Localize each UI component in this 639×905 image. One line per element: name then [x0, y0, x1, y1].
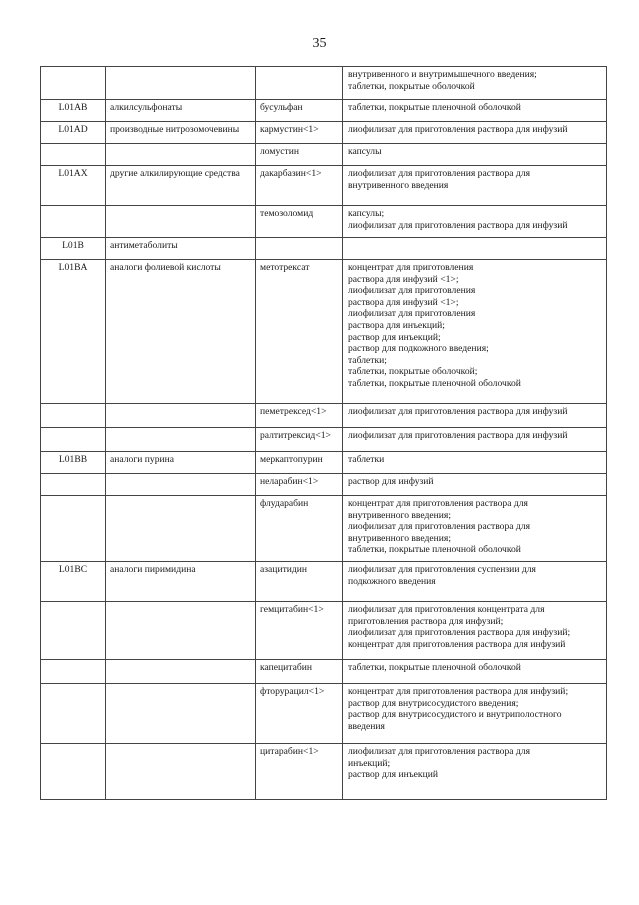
- table-row: [41, 404, 607, 428]
- table-row: [41, 684, 607, 744]
- atc-code-cell: [41, 67, 106, 100]
- atc-code-cell: [41, 660, 106, 684]
- drug-name-cell: метотрексат: [256, 260, 343, 404]
- group-name-cell: аналоги фолиевой кислоты: [106, 260, 256, 404]
- table-row: [41, 144, 607, 166]
- table-row: [41, 602, 607, 660]
- drug-name-cell: фторурацил<1>: [256, 684, 343, 744]
- dosage-form-line: раствор для инъекций: [348, 769, 438, 781]
- dosage-form-line: концентрат для приготовления раствора для: [348, 498, 528, 509]
- atc-code-cell: L01B: [41, 238, 106, 260]
- drug-name-cell: неларабин<1>: [256, 474, 343, 496]
- dosage-form-cell: [343, 404, 607, 428]
- drug-name-cell: ломустин: [256, 144, 343, 166]
- atc-code-cell: [41, 206, 106, 238]
- dosage-form-line: лиофилизат для приготовления раствора для инфузий: [348, 430, 568, 441]
- dosage-form-line: таблетки, покрытые оболочкой;: [348, 366, 478, 378]
- group-name-cell: [106, 496, 256, 562]
- drug-name-cell: азацитидин: [256, 562, 343, 602]
- dosage-form-cell: [343, 238, 607, 260]
- dosage-form-line: лиофилизат для приготовления концентрата для: [348, 604, 545, 615]
- table-row: [41, 452, 607, 474]
- drug-name-cell: [256, 67, 343, 100]
- table-row: [41, 238, 607, 260]
- dosage-form-line: таблетки;: [348, 354, 387, 366]
- dosage-form-cell: [343, 206, 607, 238]
- dosage-form-cell: [343, 452, 607, 474]
- drug-name-cell: ралтитрексид<1>: [256, 428, 343, 452]
- group-name-cell: [106, 67, 256, 100]
- dosage-form-line: таблетки, покрытые пленочной оболочкой: [348, 544, 521, 556]
- page-number: 35: [312, 36, 327, 51]
- dosage-form-line: внутривенного введения;: [348, 532, 452, 544]
- dosage-form-line: лиофилизат для приготовления раствора для инфузий;: [348, 627, 571, 639]
- dosage-form-line: лиофилизат для приготовления: [348, 285, 476, 297]
- table-row: [41, 744, 607, 800]
- dosage-form-cell: [343, 562, 607, 602]
- group-name-cell: [106, 602, 256, 660]
- dosage-form-line: внутривенного введения: [348, 179, 449, 191]
- group-name-cell: [106, 404, 256, 428]
- table-row: [41, 562, 607, 602]
- dosage-form-line: лиофилизат для приготовления раствора для инфузий: [348, 124, 568, 135]
- dosage-form-cell: [343, 166, 607, 206]
- group-name-cell: алкилсульфонаты: [106, 100, 256, 122]
- group-name-cell: антиметаболиты: [106, 238, 256, 260]
- dosage-form-line: таблетки, покрытые оболочкой: [348, 80, 475, 92]
- group-name-cell: [106, 660, 256, 684]
- dosage-form-line: концентрат для приготовления раствора для инфузий: [348, 638, 566, 650]
- drug-name-cell: цитарабин<1>: [256, 744, 343, 800]
- atc-code-cell: [41, 428, 106, 452]
- atc-code-cell: L01AD: [41, 122, 106, 144]
- table-row: [41, 206, 607, 238]
- group-name-cell: [106, 428, 256, 452]
- dosage-form-cell: [343, 144, 607, 166]
- table-row: [41, 474, 607, 496]
- dosage-form-line: лиофилизат для приготовления раствора для: [348, 746, 530, 757]
- dosage-form-line: раствора для инъекций;: [348, 319, 445, 331]
- atc-code-cell: L01BA: [41, 260, 106, 404]
- atc-code-cell: L01AB: [41, 100, 106, 122]
- dosage-form-cell: [343, 496, 607, 562]
- dosage-form-cell: [343, 260, 607, 404]
- drug-name-cell: пеметрексед<1>: [256, 404, 343, 428]
- table-row: [41, 428, 607, 452]
- drug-name-cell: флударабин: [256, 496, 343, 562]
- drug-name-cell: кармустин<1>: [256, 122, 343, 144]
- dosage-form-line: инъекций;: [348, 757, 391, 769]
- atc-code-cell: [41, 744, 106, 800]
- drug-name-cell: [256, 238, 343, 260]
- dosage-form-cell: [343, 744, 607, 800]
- dosage-form-line: капсулы: [348, 146, 382, 157]
- atc-code-cell: [41, 404, 106, 428]
- atc-code-cell: L01BB: [41, 452, 106, 474]
- atc-code-cell: [41, 474, 106, 496]
- dosage-form-cell: [343, 684, 607, 744]
- drug-table: [40, 66, 607, 800]
- dosage-form-line: раствор для внутрисосудистого и внутриполостного: [348, 709, 562, 721]
- group-name-cell: аналоги пурина: [106, 452, 256, 474]
- table-row: [41, 100, 607, 122]
- dosage-form-cell: [343, 122, 607, 144]
- table-row: [41, 496, 607, 562]
- table-row: [41, 67, 607, 100]
- dosage-form-line: раствора для инфузий <1>;: [348, 296, 459, 308]
- drug-name-cell: дакарбазин<1>: [256, 166, 343, 206]
- dosage-form-line: внутривенного и внутримышечного введения;: [348, 69, 537, 80]
- table-row: [41, 166, 607, 206]
- dosage-form-line: таблетки, покрытые пленочной оболочкой: [348, 377, 521, 389]
- table-row: [41, 260, 607, 404]
- drug-name-cell: бусульфан: [256, 100, 343, 122]
- drug-name-cell: темозоломид: [256, 206, 343, 238]
- dosage-form-line: лиофилизат для приготовления: [348, 308, 476, 320]
- drug-name-cell: капецитабин: [256, 660, 343, 684]
- dosage-form-line: раствор для внутрисосудистого введения;: [348, 697, 519, 709]
- group-name-cell: другие алкилирующие средства: [106, 166, 256, 206]
- dosage-form-line: капсулы;: [348, 208, 385, 219]
- dosage-form-line: лиофилизат для приготовления раствора для инфузий: [348, 219, 568, 231]
- dosage-form-line: приготовления раствора для инфузий;: [348, 615, 504, 627]
- dosage-form-line: лиофилизат для приготовления раствора для: [348, 521, 530, 533]
- dosage-form-line: концентрат для приготовления раствора для инфузий;: [348, 686, 569, 697]
- dosage-form-line: раствор для инфузий: [348, 476, 434, 487]
- atc-code-cell: [41, 496, 106, 562]
- dosage-form-line: раствор для подкожного введения;: [348, 343, 489, 355]
- table-row: [41, 122, 607, 144]
- dosage-form-line: концентрат для приготовления: [348, 262, 474, 273]
- atc-code-cell: L01BC: [41, 562, 106, 602]
- dosage-form-cell: [343, 100, 607, 122]
- atc-code-cell: L01AX: [41, 166, 106, 206]
- group-name-cell: [106, 206, 256, 238]
- dosage-form-line: таблетки, покрытые пленочной оболочкой: [348, 102, 521, 113]
- group-name-cell: производные нитрозомочевины: [106, 122, 256, 144]
- dosage-form-cell: [343, 602, 607, 660]
- dosage-form-line: раствора для инфузий <1>;: [348, 273, 459, 285]
- group-name-cell: [106, 744, 256, 800]
- atc-code-cell: [41, 684, 106, 744]
- atc-code-cell: [41, 602, 106, 660]
- dosage-form-line: подкожного введения: [348, 575, 436, 587]
- dosage-form-line: внутривенного введения;: [348, 509, 452, 521]
- dosage-form-line: таблетки: [348, 454, 385, 465]
- atc-code-cell: [41, 144, 106, 166]
- dosage-form-line: таблетки, покрытые пленочной оболочкой: [348, 662, 521, 673]
- dosage-form-cell: [343, 660, 607, 684]
- group-name-cell: аналоги пиримидина: [106, 562, 256, 602]
- dosage-form-line: лиофилизат для приготовления раствора для инфузий: [348, 406, 568, 417]
- dosage-form-cell: [343, 474, 607, 496]
- dosage-form-line: раствор для инъекций;: [348, 331, 441, 343]
- drug-name-cell: меркаптопурин: [256, 452, 343, 474]
- table-row: [41, 660, 607, 684]
- dosage-form-cell: [343, 428, 607, 452]
- drug-name-cell: гемцитабин<1>: [256, 602, 343, 660]
- dosage-form-line: введения: [348, 720, 385, 732]
- group-name-cell: [106, 144, 256, 166]
- group-name-cell: [106, 474, 256, 496]
- drug-table-body: [41, 67, 607, 800]
- dosage-form-line: лиофилизат для приготовления раствора для: [348, 168, 530, 179]
- dosage-form-line: лиофилизат для приготовления суспензии для: [348, 564, 536, 575]
- group-name-cell: [106, 684, 256, 744]
- dosage-form-cell: [343, 67, 607, 100]
